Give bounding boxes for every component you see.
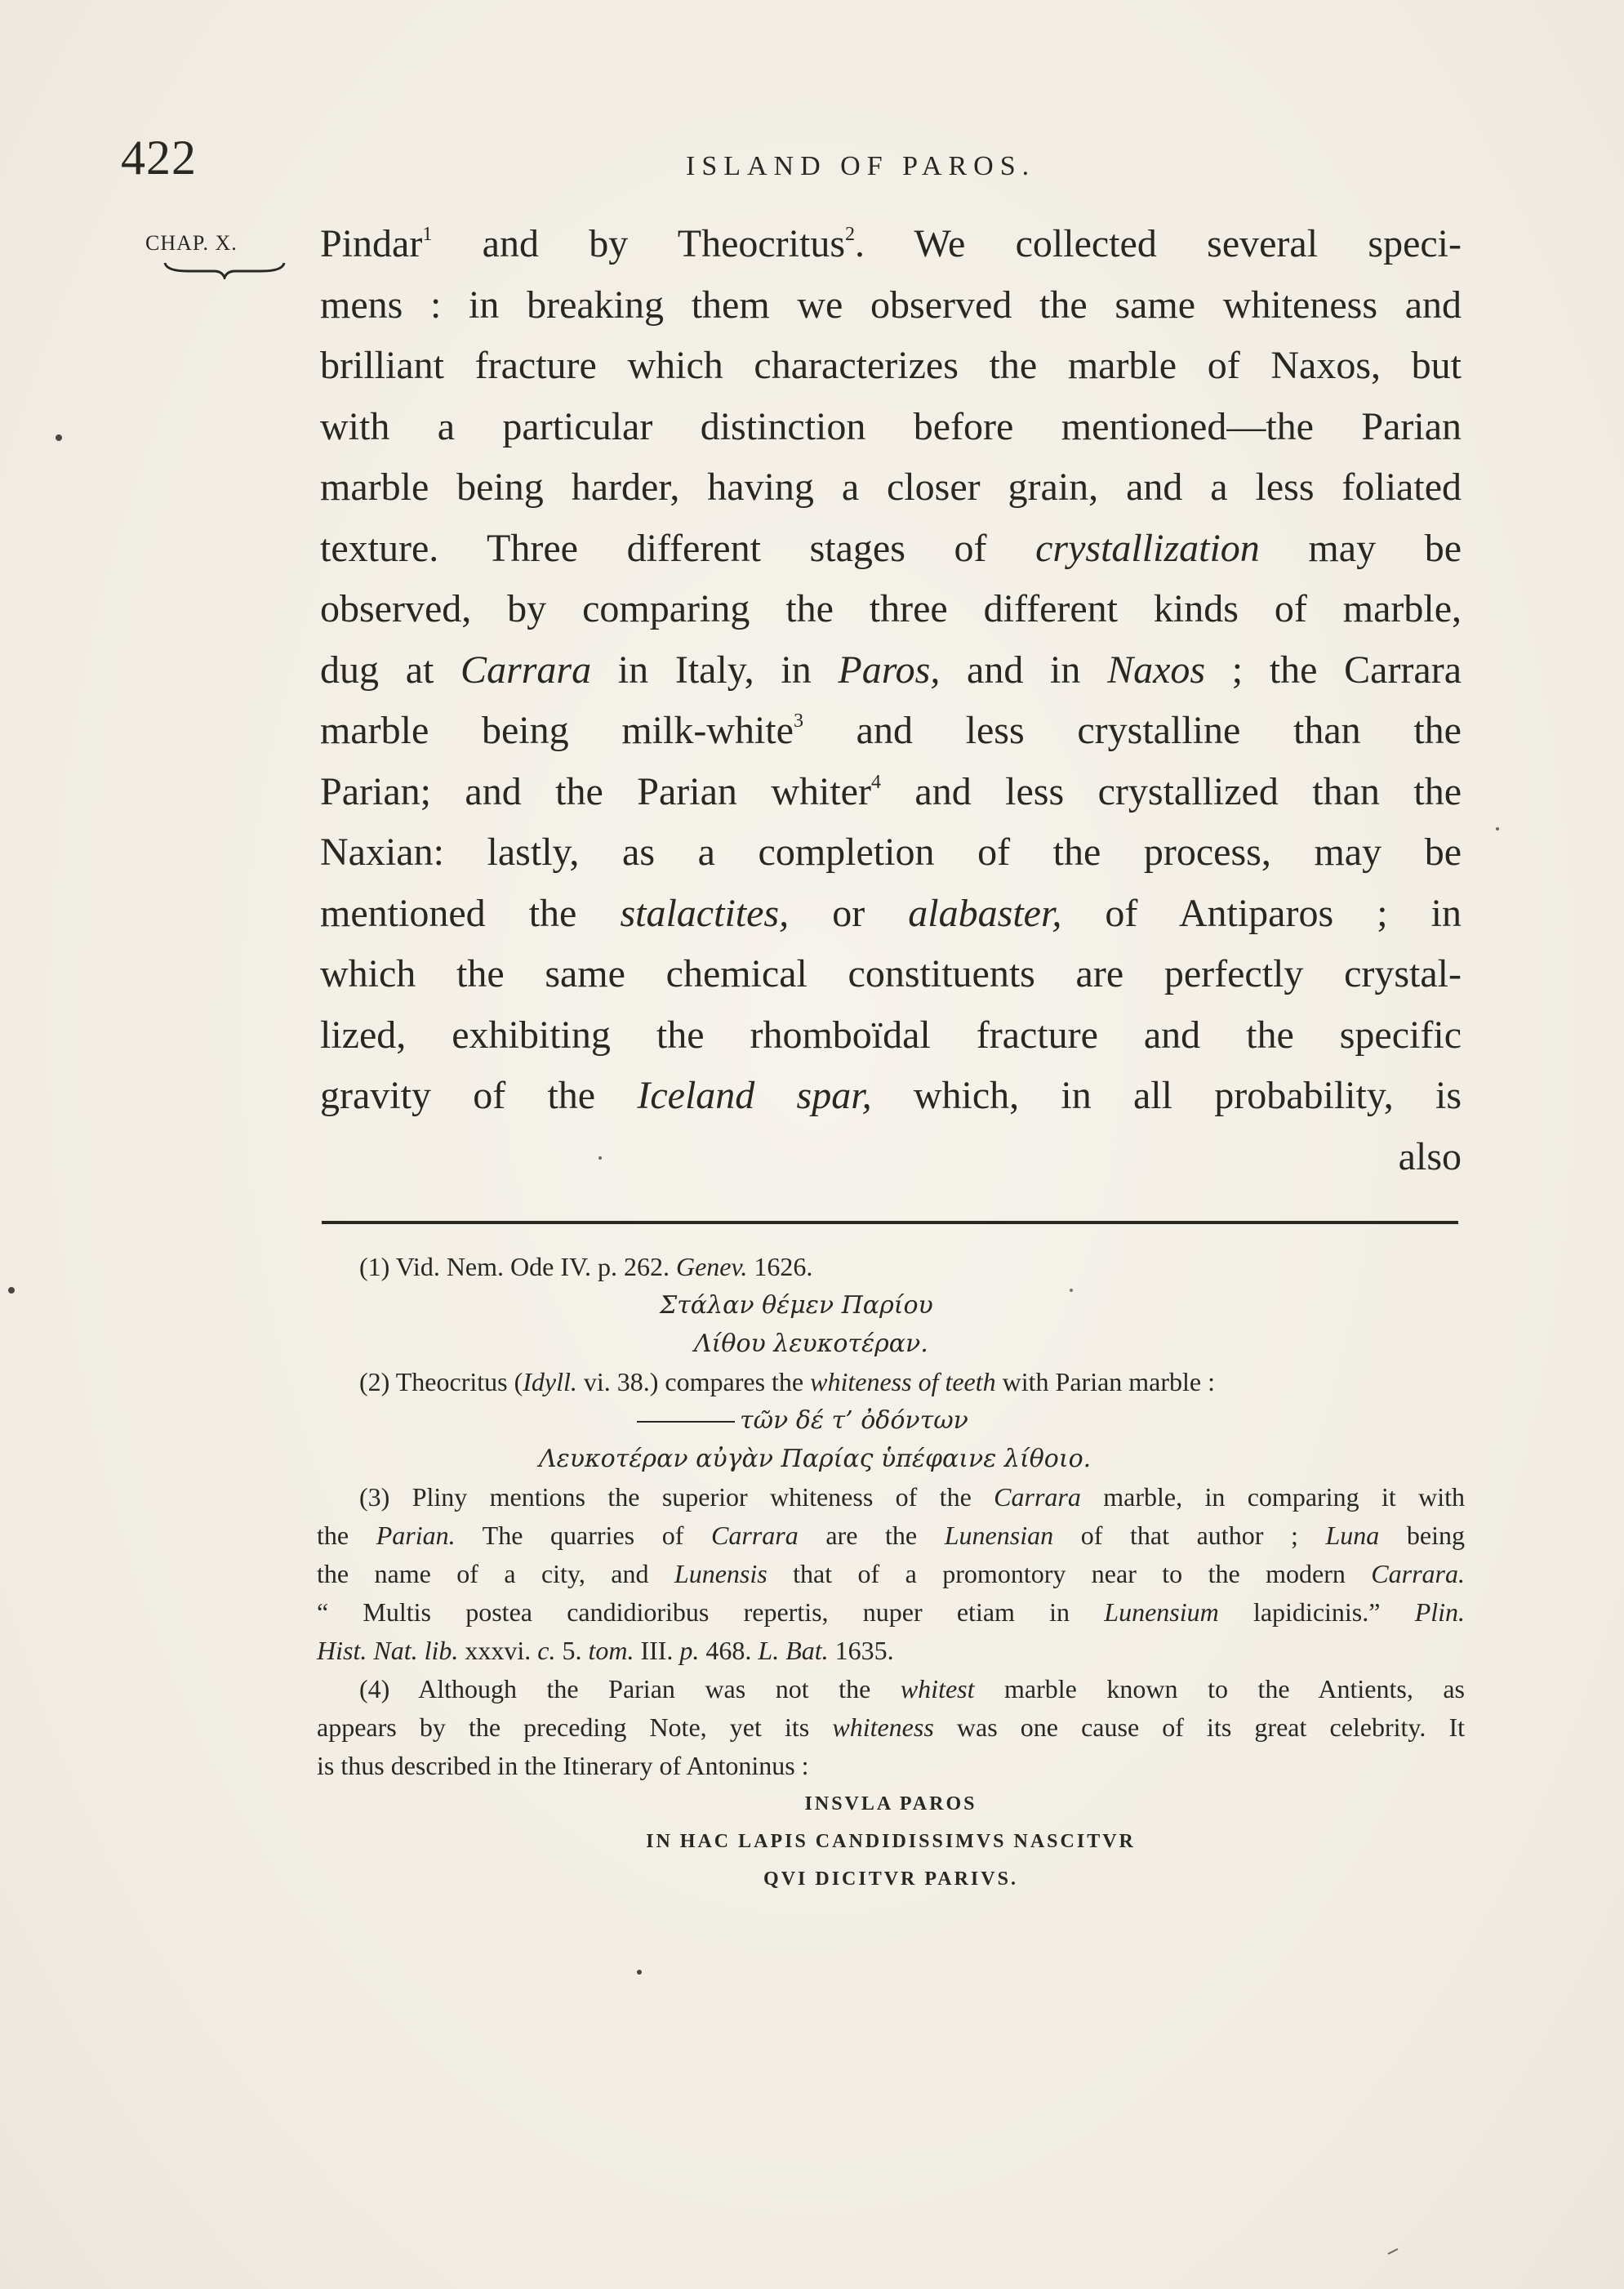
- greek-quote: τῶν δέ τ’ ὀδόντων: [317, 1401, 1465, 1440]
- footnote-ref: 2: [845, 224, 856, 245]
- footnote-line: is thus described in the Itinerary of Antoninus :: [317, 1751, 809, 1780]
- footnote-ref: 4: [870, 771, 881, 793]
- inscription-line: INSVLA PAROS: [804, 1793, 977, 1815]
- footnote-2: (2) Theocritus (Idyll. vi. 38.) compares the whiteness of teeth with Parian marble :: [359, 1367, 1216, 1396]
- page-number: 422: [121, 131, 197, 185]
- brace-ornament: [163, 258, 286, 279]
- footnote-line: the name of a city, and Lunensis that of a promontory near to the modern Carrara.: [317, 1559, 1465, 1588]
- text-line: marble being harder, having a closer grain, and a less foliated: [320, 465, 1462, 509]
- text-line: texture. Three different stages of crystallization may be: [320, 526, 1462, 570]
- main-text: [320, 214, 1462, 1187]
- text-line: Parian; and the Parian whiter$^4$ and less crystallized than the: [320, 769, 1462, 813]
- footnote-3: (3) Pliny mentions the superior whiteness of the Carrara marble, in comparing it with: [359, 1482, 1466, 1512]
- text-line: Naxian: lastly, as a completion of the process, may be: [320, 831, 1462, 874]
- inscription-line: QVI DICITVR PARIVS.: [763, 1868, 1018, 1890]
- footnote-4: (4) Although the Parian was not the whitest marble known to the Antients, as: [359, 1674, 1466, 1703]
- footnotes: [317, 1248, 1465, 1898]
- greek-quote: Λευκοτέραν αὐγὰν Παρίας ὑπέφαινε λίθοιο.: [539, 1445, 1092, 1473]
- text-line: observed, by comparing the three different kinds of marble,: [320, 587, 1462, 630]
- footnote-ref: 3: [793, 710, 803, 732]
- greek-quote: Λίθου λευκοτέραν.: [694, 1329, 928, 1358]
- footnote-1: (1) Vid. Nem. Ode IV. p. 262. Genev. 1626.: [359, 1252, 813, 1281]
- text-line: with a particular distinction before mentioned—the Parian: [320, 404, 1462, 448]
- text-line: mentioned the stalactites, or alabaster, of Antiparos ; in: [320, 891, 1462, 935]
- text-line: which the same chemical constituents are perfectly crystal-: [320, 952, 1462, 995]
- text-line: mens : in breaking them we observed the same whiteness and: [320, 283, 1462, 327]
- text-line: marble being milk-white$^3$ and less crystalline than the: [320, 709, 1462, 752]
- footnote-ref: 1: [422, 224, 433, 245]
- footnote-line: appears by the preceding Note, yet its whiteness was one cause of its great celebrity. It: [317, 1712, 1466, 1742]
- inscription-line: IN HAC LAPIS CANDIDISSIMVS NASCITVR: [646, 1831, 1136, 1852]
- footnote-line: the Parian. The quarries of Carrara are the Lunensian of that author ; Luna being: [317, 1521, 1465, 1550]
- catchword: also: [1398, 1134, 1462, 1178]
- text-line: dug at Carrara in Italy, in Paros, and in Naxos ; the Carrara: [320, 648, 1462, 692]
- footnote-line: “ Multis postea candidioribus repertis, nuper etiam in Lunensium lapidicinis.” Plin.: [317, 1597, 1466, 1627]
- text-line: brilliant fracture which characterizes the marble of Naxos, but: [320, 344, 1462, 387]
- running-title: ISLAND OF PAROS.: [686, 151, 1036, 181]
- em-dash-rule: [637, 1421, 735, 1423]
- chapter-margin-label: CHAP. X.: [145, 231, 238, 255]
- greek-quote: Στάλαν θέμεν Παρίου: [660, 1291, 933, 1320]
- footnote-line: Hist. Nat. lib. xxxvi. c. 5. tom. III. p. 468. L. Bat. 1635.: [317, 1636, 894, 1665]
- text-line: gravity of the Iceland spar, which, in all probability, is: [320, 1074, 1462, 1117]
- footnote-rule: [322, 1221, 1458, 1224]
- text-line: lized, exhibiting the rhomboïdal fracture and the specific: [320, 1013, 1462, 1057]
- text-line: Pindar$^1$ and by Theocritus$^2$. We collected several speci-: [320, 222, 1462, 265]
